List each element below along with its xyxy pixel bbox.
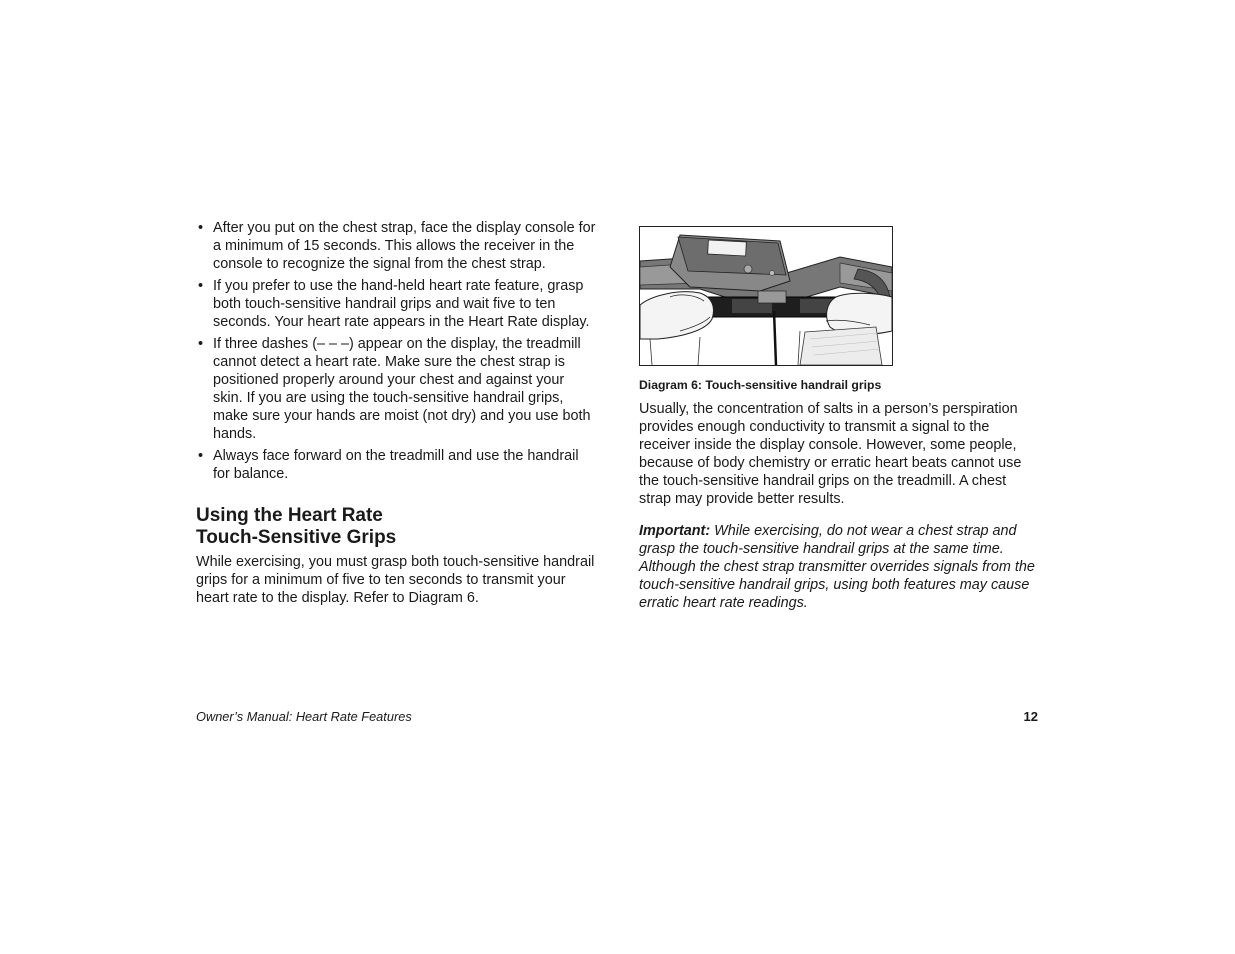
treadmill-drawing (640, 227, 892, 365)
diagram-caption: Diagram 6: Touch-sensitive handrail grips (639, 378, 882, 392)
footer-title: Owner’s Manual: Heart Rate Features (196, 709, 412, 724)
important-label: Important: (639, 523, 711, 540)
bullet-item: • If you prefer to use the hand-held heart rate feature, grasp both touch-sensitive handrail grips and wait five to ten seconds. Your heart rate appears in the Heart Rate display. (196, 277, 596, 331)
bullet-item: • If three dashes (– – –) appear on the display, the treadmill cannot detect a heart rate. Make sure the chest strap is positioned properly around your chest and against your skin. If you are using the touch-sensitive handrail grips, make sure your hands are moist (not dry) and you use both hands. (196, 335, 596, 443)
section-heading (196, 505, 596, 549)
important-text: While exercising, do not wear a chest strap and grasp the touch-sensitive handrail grips at the same time. Although the chest strap transmitter overrides signals from the touch-sensitive handrail grips, using both features may cause erratic heart rate readings. (639, 523, 1035, 612)
important-note (639, 522, 1039, 612)
conductivity-paragraph: Usually, the concentration of salts in a person’s perspiration provides enough conductivity to transmit a signal to the receiver inside the display console. However, some people, because of body chemistry or erratic heart beats cannot use the touch-sensitive handrail grips on the treadmill. A chest strap may provide better results. (639, 401, 1022, 507)
bullet-list (196, 219, 596, 483)
section-heading-line2: Touch-Sensitive Grips (196, 527, 397, 548)
section-body: While exercising, you must grasp both touch-sensitive handrail grips for a minimum of five to ten seconds to transmit your heart rate to the display. Refer to Diagram 6. (196, 554, 595, 606)
bullet-item: • After you put on the chest strap, face the display console for a minimum of 15 seconds. This allows the receiver in the console to recognize the signal from the chest strap. (196, 219, 596, 273)
bullet-item: • Always face forward on the treadmill and use the handrail for balance. (196, 447, 596, 483)
section-heading-line1: Using the Heart Rate (196, 505, 383, 526)
page-number: 12 (1023, 709, 1038, 724)
left-column (196, 219, 596, 607)
right-column (639, 226, 1039, 627)
handrail-grips-illustration (639, 226, 893, 366)
